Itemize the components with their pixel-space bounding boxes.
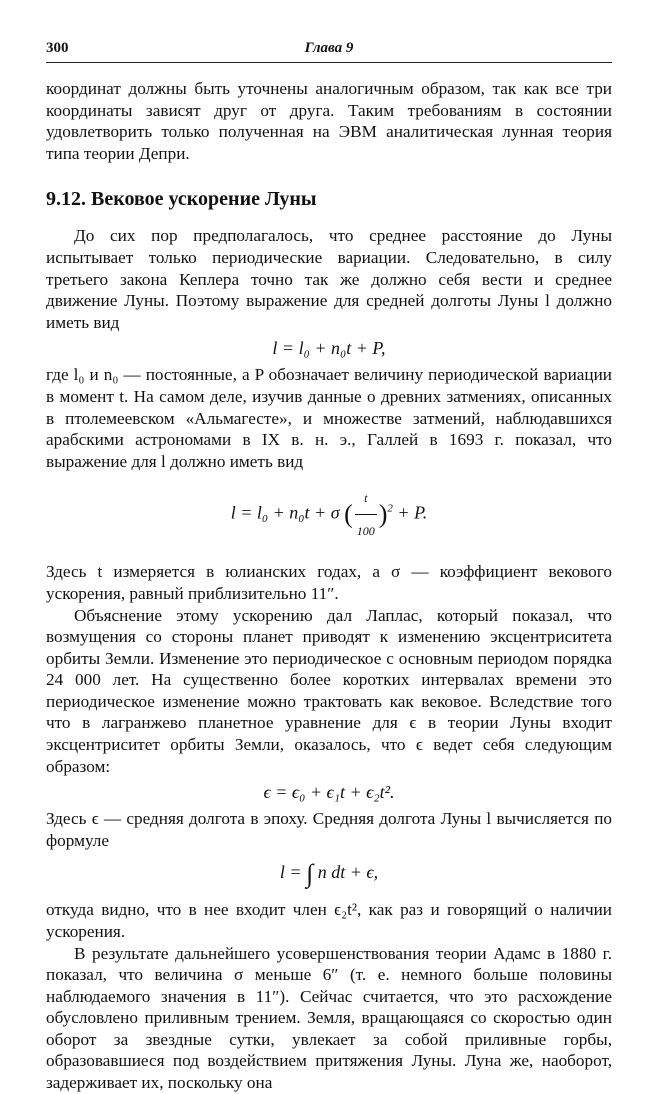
right-paren: ): [378, 499, 388, 529]
paragraph-3: Здесь t измеряется в юлианских годах, а σ — коэффициент векового ускорения, равный приблизительно 11″.: [46, 562, 612, 603]
exponent: 2: [387, 502, 393, 515]
integral-sign: ∫: [306, 859, 314, 889]
paragraph-4: Объяснение этому ускорению дал Лаплас, который показал, что возмущения со стороны планет приводят к изменению эксцентриситета орбиты Земли. Изменение это периодическое с основным периодом порядка 24 000 лет. На существенно более коротких интервалах времени это периодическое изменение можно трактовать как вековое. Вследствие того что в лагранжево планетное уравнение для ϵ в теории Луны входит эксцентриситет орбиты Земли, оказалось, что ϵ ведет себя следующим образом:: [46, 605, 612, 776]
chapter-title: Глава 9: [304, 40, 354, 56]
header-rule: [46, 62, 612, 63]
formula-mean-longitude: l = l₀ + n₀t + P,: [272, 338, 386, 359]
formula-epsilon: ϵ = ϵ₀ + ϵ₁t + ϵ₂t².: [263, 782, 395, 803]
paragraph-2: где l₀ и n₀ — постоянные, а P обозначает величину периодической вариации в момент t. На самом деле, изучив данные о древних затмениях, описанных в птолемеевском «Альмагесте», и множестве затмений, наблюдавшихся арабскими астрономами в IX в. н. э., Галлей в 1693 г. показал, что выражение для l должно иметь вид: [46, 365, 612, 471]
fraction-denominator: 100: [356, 524, 375, 539]
paragraph-7: В результате дальнейшего усовершенствования теории Адамс в 1880 г. показал, что величина σ меньше 6″ (т. е. немного больше половины наблюдаемого значения в 11″). Сейчас считается, что это расхождение обусловлено приливным трением. Земля, вращающаяся со скоростью один оборот за звездные сутки, увлекает за собой приливные горбы, образовавшиеся под воздействием притяжения Луны. Луна же, наоборот, задерживает их, поскольку она: [46, 943, 612, 1093]
fraction: [355, 482, 377, 547]
paragraph-1: До сих пор предполагалось, что среднее расстояние до Луны испытывает только периодические вариации. Следовательно, в силу третьего закона Кеплера точно так же должно себя вести и среднее движение Луны. Поэтому выражение для средней долготы Луны l должно иметь вид: [46, 226, 612, 332]
page-header: [46, 40, 612, 60]
section-heading: 9.12. Вековое ускорение Луны: [46, 188, 317, 211]
formula-integral-rhs: n dt + ϵ,: [317, 862, 379, 883]
left-paren: (: [344, 499, 353, 529]
formula-halley: [46, 482, 612, 547]
fraction-numerator: t: [355, 482, 377, 515]
paragraph-6: откуда видно, что в нее входит член ϵ₂t², как раз и говорящий о наличии ускорения.: [46, 900, 612, 941]
page-number: 300: [46, 40, 69, 56]
formula-halley-tail: + P.: [397, 502, 428, 523]
book-page: [46, 40, 612, 1094]
formula-integral-lhs: l =: [279, 862, 302, 883]
formula-halley-lhs: l = l₀ + n₀t + σ: [230, 502, 340, 523]
paragraph-5: Здесь ϵ — средняя долгота в эпоху. Средняя долгота Луны l вычисляется по формуле: [46, 809, 612, 850]
paragraph-continued: координат должны быть уточнены аналогичным образом, так как все три координаты зависят друг от друга. Таким требованиям в состоянии удовлетворить только полученная на ЭВМ аналитическая лунная теория типа теории Депри.: [46, 79, 612, 163]
formula-integral: [46, 857, 612, 889]
